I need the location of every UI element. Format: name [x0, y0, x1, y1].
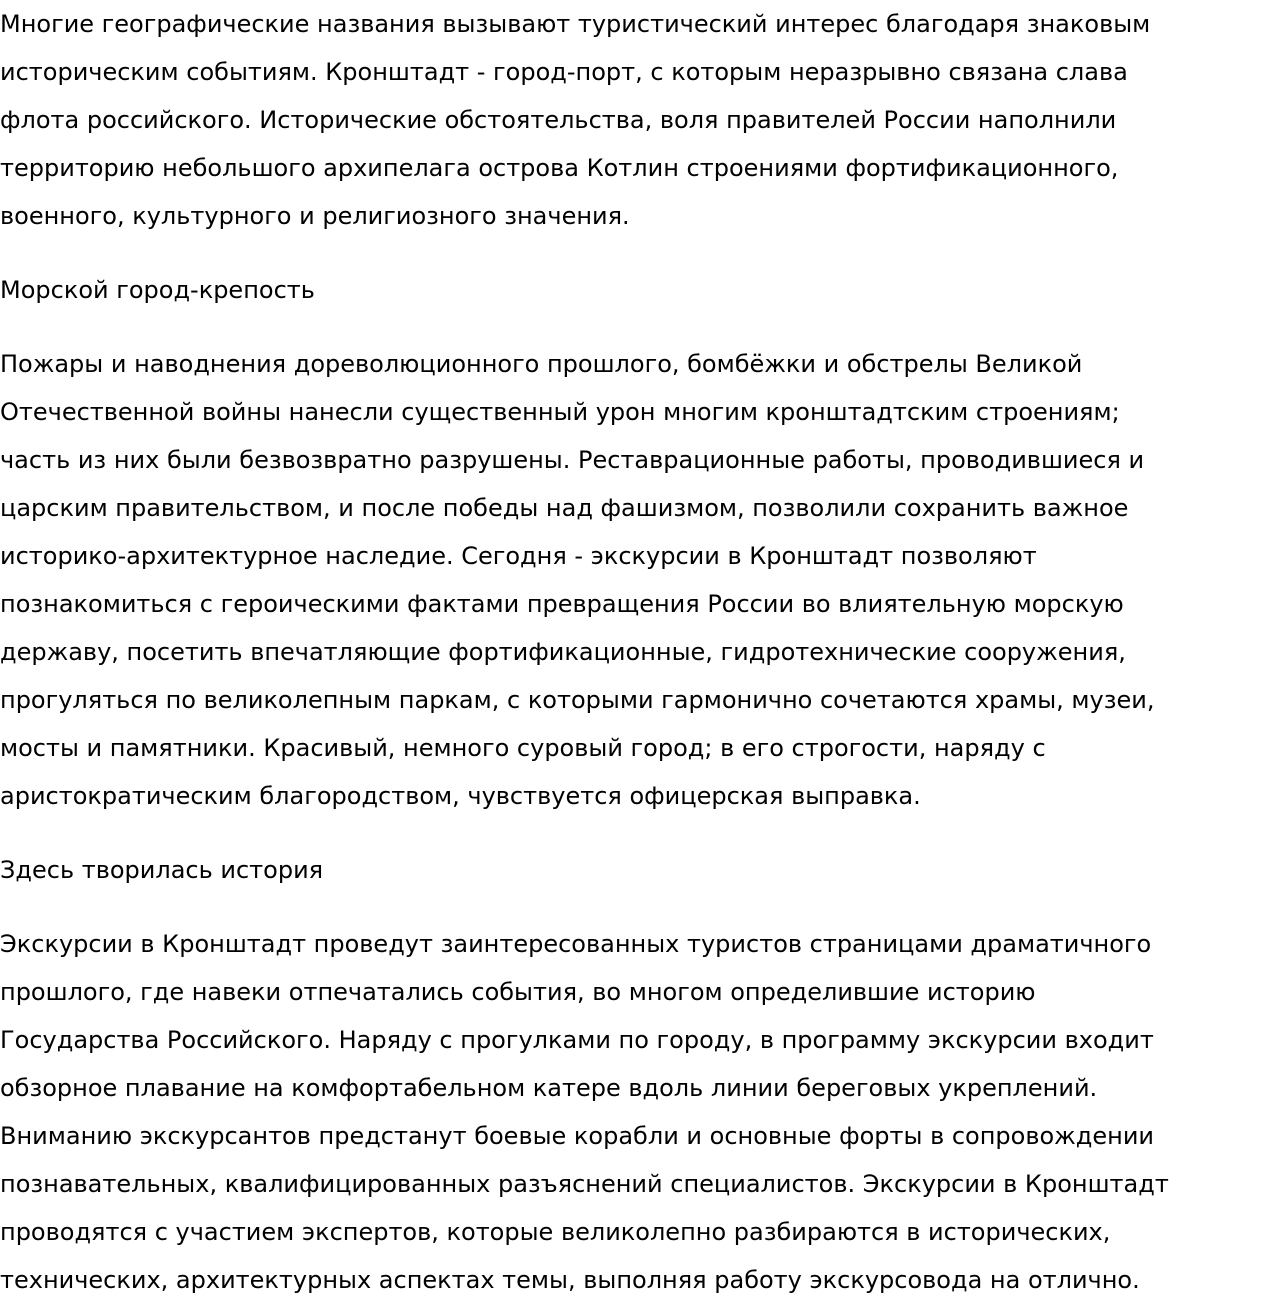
sea-fortress-paragraph: Пожары и наводнения дореволюционного прошлого, бомбёжки и обстрелы Великой Отечественной войны нанесли существенный урон многим кронштадтским строениям; часть из них были безвозвратно разрушены. Реставрационные работы, проводившиеся и царским правительством, и после победы над фашизмом, позволили сохранить важное историко-архитектурное наследие. Сегодня - экскурсии в Кронштадт позволяют познакомиться с героическими фактами превращения России во влиятельную морскую державу, посетить впечатляющие фортификационные, гидротехнические сооружения, прогуляться по великолепным паркам, с которыми гармонично сочетаются храмы, музеи, мосты и памятники. Красивый, немного суровый город; в его строгости, наряду с аристократическим благородством, чувствуется офицерская выправка. [0, 350, 1155, 810]
intro-paragraph: Многие географические названия вызывают туристический интерес благодаря знаковым историческим событиям. Кронштадт - город-порт, с которым неразрывно связана слава флота российского. Исторические обстоятельства, воля правителей России наполнили территорию небольшого архипелага острова Котлин строениями фортификационного, военного, культурного и религиозного значения. [0, 10, 1151, 230]
history-paragraph: Экскурсии в Кронштадт проведут заинтересованных туристов страницами драматичного прошлого, где навеки отпечатались события, во многом определившие историю Государства Российского. Наряду с прогулками по городу, в программу экскурсии входит обзорное плавание на комфортабельном катере вдоль линии береговых укреплений. Вниманию экскурсантов предстанут боевые корабли и основные форты в сопровождении познавательных, квалифицированных разъяснений специалистов. Экскурсии в Кронштадт проводятся с участием экспертов, которые великолепно разбираются в исторических, технических, архитектурных аспектах темы, выполняя работу экскурсовода на отлично. [0, 930, 1169, 1294]
section-heading-history: Здесь творилась история [0, 856, 324, 884]
section-heading-sea-fortress: Морской город-крепость [0, 276, 315, 304]
